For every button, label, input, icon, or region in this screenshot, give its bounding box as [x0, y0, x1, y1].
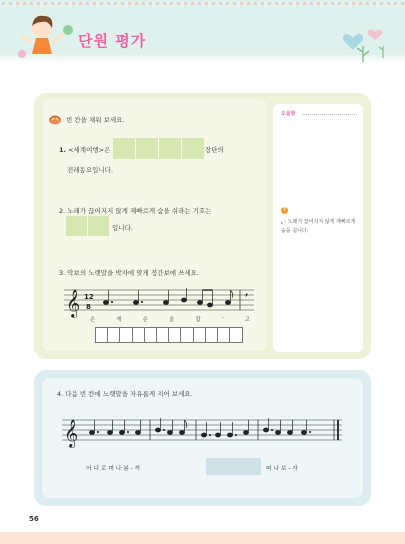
svg-text:8: 8	[86, 303, 91, 311]
q1-answer-box[interactable]	[159, 138, 181, 159]
q3-lyric: 고	[244, 317, 250, 323]
q3-lyric: 에	[116, 317, 122, 323]
grid-cell[interactable]	[96, 328, 108, 342]
q4-lyrics-left: 어 디 로 며 나 봄 - 까	[86, 466, 141, 472]
q4-text	[57, 389, 193, 398]
q2-after: 입니다.	[112, 224, 133, 232]
q3-lyric: 손	[90, 317, 96, 323]
q1-answer-box[interactable]	[182, 138, 204, 159]
svg-text:12: 12	[84, 293, 94, 301]
grid-cell[interactable]	[108, 328, 120, 342]
q2-answer-boxes[interactable]	[66, 216, 109, 236]
q2-answer-box[interactable]	[66, 216, 87, 236]
q1-after: 장단의	[205, 146, 224, 154]
q1-text	[59, 145, 110, 154]
page-number: 56	[29, 515, 39, 523]
q3-lyric: 손	[142, 317, 148, 323]
q1-answer-box[interactable]	[136, 138, 158, 159]
help-side-panel	[273, 104, 363, 352]
q3-lyric: -	[221, 315, 224, 321]
q3-text	[59, 268, 199, 277]
q2-number: 2.	[59, 207, 66, 215]
help-title: 도움말	[281, 111, 296, 117]
header-dots	[0, 0, 405, 9]
q2-line1: 노래가 끊어지지 않게 재빠르게 숨을 쉬라는 기호는	[67, 207, 212, 215]
bottom-band	[0, 532, 405, 544]
q1-before: <세계여행>은	[68, 146, 111, 154]
grid-cell[interactable]	[145, 328, 157, 342]
treble-clef-icon: 𝄞	[64, 419, 79, 447]
instruction-text: 빈 칸을 채워 보세요.	[66, 116, 125, 124]
grid-cell[interactable]	[230, 328, 242, 342]
help-badge: ?	[281, 207, 288, 214]
q1-line2: 전래동요입니다.	[67, 166, 114, 174]
q2-text	[59, 206, 212, 215]
grid-cell[interactable]	[218, 328, 230, 342]
q2-answer-box[interactable]	[88, 216, 109, 236]
q4-staff	[60, 412, 344, 452]
q4-answer-box[interactable]	[206, 458, 261, 475]
help-title-rule	[303, 114, 357, 115]
svg-text:,: ,	[245, 288, 249, 298]
grid-cell[interactable]	[133, 328, 145, 342]
q4-lyrics-right: 떠 나 보 - 자	[266, 466, 298, 472]
grid-cell[interactable]	[194, 328, 206, 342]
grid-cell[interactable]	[169, 328, 181, 342]
child-illustration-icon	[12, 10, 78, 62]
q3-lyric: 잡	[195, 317, 201, 323]
q1-answer-box[interactable]	[113, 138, 135, 159]
help-text-body: 노래가 끊어지지 않게 재빠르게 숨을 쉽니다.	[281, 219, 356, 234]
page-title: 단원 평가	[78, 32, 147, 50]
q1-answer-boxes[interactable]	[113, 138, 204, 159]
q4-prompt: 다음 빈 칸에 노랫말을 자유롭게 지어 보세요.	[65, 390, 193, 398]
grid-cell[interactable]	[120, 328, 132, 342]
heart-flower-deco-icon	[333, 18, 393, 64]
q3-number: 3.	[59, 269, 66, 277]
q3-prompt: 악보의 노랫말을 박자에 맞게 정간보에 쓰세요.	[67, 269, 199, 277]
grid-cell[interactable]	[206, 328, 218, 342]
jeongganbo-grid[interactable]	[95, 327, 243, 343]
help-text: , : 노래가 끊어지지 않게 재빠르게 숨을 쉽니다.	[281, 219, 356, 234]
q3-lyric: 을	[168, 317, 175, 323]
basket-icon	[48, 113, 62, 125]
breath-mark-icon: ,	[281, 219, 283, 225]
treble-clef-icon: 𝄞	[66, 289, 81, 317]
grid-cell[interactable]	[181, 328, 193, 342]
grid-cell[interactable]	[157, 328, 169, 342]
q1-number: 1.	[59, 146, 66, 154]
q3-lyrics	[90, 315, 250, 323]
q4-number: 4.	[57, 390, 64, 398]
